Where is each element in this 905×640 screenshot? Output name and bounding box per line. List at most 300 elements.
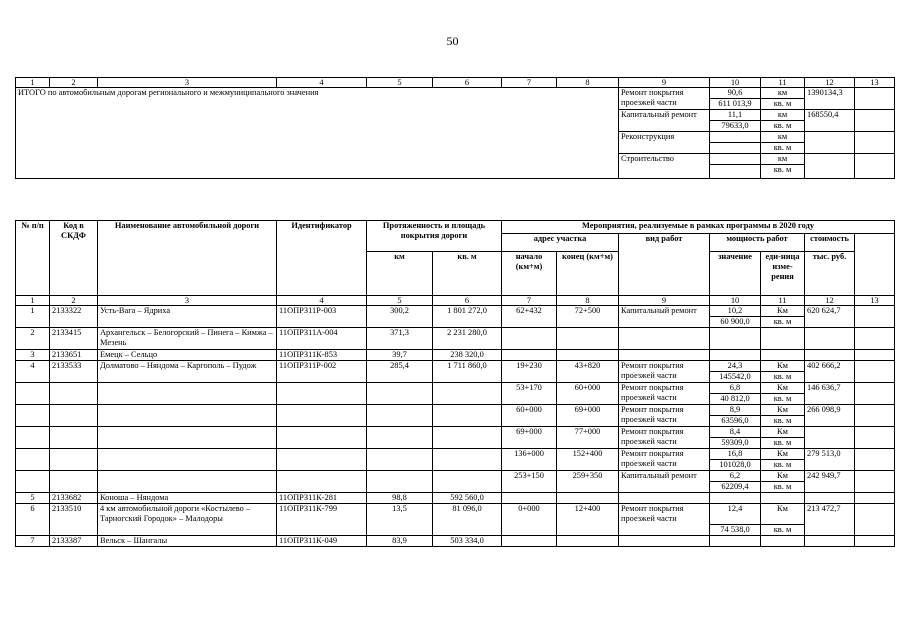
- empty-cell: [367, 383, 433, 394]
- value-km: [710, 132, 761, 143]
- empty-cell: [16, 460, 50, 471]
- empty-cell: [50, 372, 98, 383]
- column-number: 8: [557, 296, 619, 306]
- empty-cell: [433, 460, 502, 471]
- road-sqm: 2 231 280,0: [433, 328, 502, 350]
- unit: кв. м: [761, 121, 805, 132]
- empty-cell: [367, 438, 433, 449]
- empty-cell: [502, 493, 557, 504]
- empty-cell: [367, 471, 433, 482]
- notes: [855, 427, 895, 449]
- value-area: [710, 143, 761, 154]
- road-code: 2133415: [50, 328, 98, 350]
- work-area: 59309,0: [710, 438, 761, 449]
- section-end: 259+350: [557, 471, 619, 493]
- header-num: № п/п: [16, 221, 50, 296]
- empty-cell: [277, 394, 367, 405]
- empty-cell: [50, 438, 98, 449]
- empty-cell: [277, 416, 367, 427]
- header-cost-unit: тыс. руб.: [805, 252, 855, 296]
- empty-cell: [710, 350, 761, 361]
- empty-cell: [98, 317, 277, 328]
- work-type: Ремонт покрытия проезжей части: [619, 504, 710, 536]
- road-km: 98,8: [367, 493, 433, 504]
- road-sqm: 1 801 272,0: [433, 306, 502, 317]
- empty-cell: [50, 383, 98, 394]
- unit: км: [761, 154, 805, 165]
- column-number: 11: [761, 78, 805, 88]
- work-type: Реконструкция: [619, 132, 710, 154]
- table-row: [16, 416, 895, 427]
- work-cost: 266 098,9: [805, 405, 855, 427]
- section-start: 62+432: [502, 306, 557, 328]
- empty-cell: [50, 427, 98, 438]
- column-number: 6: [433, 78, 502, 88]
- road-code: 2133651: [50, 350, 98, 361]
- empty-cell: [502, 350, 557, 361]
- empty-cell: [98, 524, 277, 535]
- road-name: Архангельск – Белогорский – Пинега – Кимжа – Мезень: [98, 328, 277, 350]
- value-km: 11,1: [710, 110, 761, 121]
- empty-cell: [98, 460, 277, 471]
- unit: Км: [761, 427, 805, 438]
- work-km: 6,8: [710, 383, 761, 394]
- empty-cell: [805, 350, 855, 361]
- summary-row: [16, 88, 895, 99]
- column-number: 2: [50, 296, 98, 306]
- table-row: [16, 460, 895, 471]
- empty-cell: [433, 449, 502, 460]
- work-km: 12,4: [710, 504, 761, 525]
- work-type: Ремонт покрытия проезжей части: [619, 383, 710, 405]
- section-start: 136+000: [502, 449, 557, 471]
- unit: Км: [761, 361, 805, 372]
- empty-cell: [98, 416, 277, 427]
- unit: кв. м: [761, 416, 805, 427]
- road-sqm: 81 096,0: [433, 504, 502, 525]
- road-id: 11ОПРЗ11Р-002: [277, 361, 367, 372]
- unit: км: [761, 88, 805, 99]
- work-km: 8,9: [710, 405, 761, 416]
- road-name: Усть-Вага – Ядриха: [98, 306, 277, 317]
- header-sqm: кв. м: [433, 252, 502, 296]
- section-end: 43+820: [557, 361, 619, 383]
- header-value: значение: [710, 252, 761, 296]
- work-type: Строительство: [619, 154, 710, 179]
- road-name: 4 км автомобильной дороги «Костылево – Тарногский Городок» – Малодоры: [98, 504, 277, 525]
- work-area: 74 538,0: [710, 524, 761, 535]
- empty-cell: [805, 328, 855, 350]
- work-cost: [805, 427, 855, 449]
- empty-cell: [16, 427, 50, 438]
- column-number: 5: [367, 296, 433, 306]
- empty-cell: [277, 449, 367, 460]
- section-start: 19+230: [502, 361, 557, 383]
- empty-cell: [277, 460, 367, 471]
- table-row: [16, 504, 895, 525]
- work-area: 101028,0: [710, 460, 761, 471]
- empty-cell: [16, 449, 50, 460]
- empty-cell: [619, 535, 710, 546]
- header-length: Протяженность и площадь покрытия дороги: [367, 221, 502, 252]
- empty-cell: [50, 471, 98, 482]
- work-cost: 279 513,0: [805, 449, 855, 471]
- unit: км: [761, 110, 805, 121]
- summary-table: [15, 77, 895, 179]
- unit: Км: [761, 306, 805, 317]
- road-km: 83,9: [367, 535, 433, 546]
- empty-cell: [16, 317, 50, 328]
- column-number: 10: [710, 296, 761, 306]
- empty-cell: [367, 449, 433, 460]
- empty-cell: [50, 482, 98, 493]
- column-number: 7: [502, 78, 557, 88]
- road-km: 300,2: [367, 306, 433, 317]
- column-number: 9: [619, 78, 710, 88]
- column-number: 1: [16, 78, 50, 88]
- empty-cell: [50, 416, 98, 427]
- column-number: 13: [855, 78, 895, 88]
- empty-cell: [367, 317, 433, 328]
- value-area: [710, 165, 761, 179]
- empty-cell: [502, 535, 557, 546]
- unit: Км: [761, 471, 805, 482]
- empty-cell: [433, 524, 502, 535]
- empty-cell: [16, 471, 50, 482]
- empty-cell: [277, 471, 367, 482]
- empty-cell: [98, 383, 277, 394]
- notes: [855, 504, 895, 536]
- empty-cell: [557, 350, 619, 361]
- unit: кв. м: [761, 372, 805, 383]
- work-area: 63596,0: [710, 416, 761, 427]
- section-start: 53+170: [502, 383, 557, 405]
- value-area: 79633,0: [710, 121, 761, 132]
- column-number: 5: [367, 78, 433, 88]
- notes: [855, 88, 895, 110]
- road-name: Вельск – Шангалы: [98, 535, 277, 546]
- empty-cell: [367, 394, 433, 405]
- empty-cell: [557, 535, 619, 546]
- header-address: адрес участка: [502, 234, 619, 252]
- empty-cell: [367, 482, 433, 493]
- empty-cell: [50, 460, 98, 471]
- notes: [855, 361, 895, 383]
- road-km: 13,5: [367, 504, 433, 525]
- empty-cell: [761, 328, 805, 350]
- empty-cell: [710, 535, 761, 546]
- value-km: [710, 154, 761, 165]
- unit: кв. м: [761, 460, 805, 471]
- road-sqm: 503 334,0: [433, 535, 502, 546]
- empty-cell: [16, 524, 50, 535]
- road-id: 11ОПРЗ11К-049: [277, 535, 367, 546]
- road-km: 285,4: [367, 361, 433, 372]
- empty-cell: [98, 438, 277, 449]
- work-type: Капитальный ремонт: [619, 471, 710, 493]
- table-row: [16, 361, 895, 372]
- unit: кв. м: [761, 143, 805, 154]
- empty-cell: [433, 438, 502, 449]
- empty-cell: [433, 427, 502, 438]
- road-id: 11ОПРЗ11К-853: [277, 350, 367, 361]
- empty-cell: [16, 405, 50, 416]
- work-type: Ремонт покрытия проезжей части: [619, 361, 710, 383]
- empty-cell: [805, 535, 855, 546]
- empty-cell: [367, 460, 433, 471]
- empty-cell: [16, 438, 50, 449]
- empty-cell: [50, 524, 98, 535]
- empty-cell: [277, 317, 367, 328]
- road-name: Коноша – Няндома: [98, 493, 277, 504]
- road-name: Емецк – Сельцо: [98, 350, 277, 361]
- column-number: 13: [855, 296, 895, 306]
- road-sqm: 592 560,0: [433, 493, 502, 504]
- column-number: 10: [710, 78, 761, 88]
- unit: Км: [761, 449, 805, 460]
- unit: кв. м: [761, 165, 805, 179]
- section-end: 77+000: [557, 427, 619, 449]
- unit: кв. м: [761, 394, 805, 405]
- work-cost: 242 949,7: [805, 471, 855, 493]
- empty-cell: [16, 383, 50, 394]
- section-start: 253+150: [502, 471, 557, 493]
- empty-cell: [433, 317, 502, 328]
- empty-cell: [367, 372, 433, 383]
- header-work-type: вид работ: [619, 234, 710, 296]
- road-id: 11ОПРЗ11К-799: [277, 504, 367, 525]
- table-row: [16, 394, 895, 405]
- empty-cell: [710, 328, 761, 350]
- work-km: 8,4: [710, 427, 761, 438]
- empty-cell: [367, 524, 433, 535]
- work-type: Ремонт покрытия проезжей части: [619, 449, 710, 471]
- work-km: 16,8: [710, 449, 761, 460]
- empty-cell: [50, 405, 98, 416]
- column-number: 4: [277, 296, 367, 306]
- work-km: 10,2: [710, 306, 761, 317]
- empty-cell: [710, 493, 761, 504]
- road-km: 39,7: [367, 350, 433, 361]
- empty-cell: [98, 471, 277, 482]
- cost: 1390134,3: [805, 88, 855, 110]
- table-row: [16, 383, 895, 394]
- empty-cell: [433, 372, 502, 383]
- section-start: 60+000: [502, 405, 557, 427]
- empty-cell: [367, 427, 433, 438]
- empty-cell: [98, 394, 277, 405]
- work-type: Ремонт покрытия проезжей части: [619, 427, 710, 449]
- empty-cell: [277, 405, 367, 416]
- cost: [805, 154, 855, 179]
- road-code: 2133533: [50, 361, 98, 372]
- table-row: [16, 471, 895, 482]
- notes: [855, 449, 895, 471]
- unit: кв. м: [761, 438, 805, 449]
- row-num: 1: [16, 306, 50, 317]
- empty-cell: [761, 350, 805, 361]
- table-row: [16, 328, 895, 350]
- value-area: 611 013,9: [710, 99, 761, 110]
- work-cost: 402 666,2: [805, 361, 855, 383]
- row-num: 6: [16, 504, 50, 525]
- notes: [855, 132, 895, 154]
- table-row: [16, 482, 895, 493]
- road-km: 371,3: [367, 328, 433, 350]
- empty-cell: [98, 482, 277, 493]
- row-num: 5: [16, 493, 50, 504]
- section-end: 152+400: [557, 449, 619, 471]
- row-num: 2: [16, 328, 50, 350]
- unit: Км: [761, 383, 805, 394]
- empty-cell: [805, 493, 855, 504]
- empty-cell: [16, 394, 50, 405]
- unit: км: [761, 132, 805, 143]
- header-capacity: мощность работ: [710, 234, 805, 252]
- section-end: 69+000: [557, 405, 619, 427]
- empty-cell: [98, 372, 277, 383]
- work-type: Ремонт покрытия проезжей части: [619, 88, 710, 110]
- empty-cell: [98, 449, 277, 460]
- empty-cell: [433, 383, 502, 394]
- unit: кв. м: [761, 524, 805, 535]
- column-number: 1: [16, 296, 50, 306]
- header-row: [16, 221, 895, 234]
- program-table: [15, 220, 895, 547]
- unit: кв. м: [761, 317, 805, 328]
- empty-cell: [433, 394, 502, 405]
- cost: [805, 132, 855, 154]
- header-id: Идентификатор: [277, 221, 367, 296]
- section-end: 12+400: [557, 504, 619, 536]
- empty-cell: [16, 416, 50, 427]
- work-type: Капитальный ремонт: [619, 306, 710, 328]
- empty-cell: [619, 328, 710, 350]
- road-code: 2133682: [50, 493, 98, 504]
- empty-cell: [16, 482, 50, 493]
- empty-cell: [98, 427, 277, 438]
- row-num: 4: [16, 361, 50, 372]
- empty-cell: [761, 535, 805, 546]
- table-row: [16, 535, 895, 546]
- header-cost: стоимость: [805, 234, 855, 252]
- table-row: [16, 493, 895, 504]
- work-km: 6,2: [710, 471, 761, 482]
- table-row: [16, 438, 895, 449]
- table-row: [16, 405, 895, 416]
- section-start: 69+000: [502, 427, 557, 449]
- empty-cell: [855, 535, 895, 546]
- header-end: конец (км+м): [557, 252, 619, 296]
- table-row: [16, 306, 895, 317]
- notes: [855, 306, 895, 328]
- page-number: 50: [446, 34, 459, 48]
- empty-cell: [98, 405, 277, 416]
- empty-cell: [433, 405, 502, 416]
- work-km: 24,3: [710, 361, 761, 372]
- work-area: 40 812,0: [710, 394, 761, 405]
- column-number: 12: [805, 296, 855, 306]
- table-row: [16, 317, 895, 328]
- work-area: 62209,4: [710, 482, 761, 493]
- header-start: начало (км+м): [502, 252, 557, 296]
- empty-cell: [16, 372, 50, 383]
- row-num: 3: [16, 350, 50, 361]
- column-number: 8: [557, 78, 619, 88]
- table-row: [16, 449, 895, 460]
- empty-cell: [367, 416, 433, 427]
- work-cost: 146 636,7: [805, 383, 855, 405]
- empty-cell: [502, 328, 557, 350]
- column-number: 6: [433, 296, 502, 306]
- column-number-row: [16, 78, 895, 88]
- empty-cell: [367, 405, 433, 416]
- road-id: 11ОПРЗ11Р-003: [277, 306, 367, 317]
- section-end: 60+000: [557, 383, 619, 405]
- road-sqm: 238 320,0: [433, 350, 502, 361]
- empty-cell: [277, 524, 367, 535]
- header-unit: еди-ница изме-рения: [761, 252, 805, 296]
- column-number: 4: [277, 78, 367, 88]
- column-number: 3: [98, 78, 277, 88]
- empty-cell: [619, 350, 710, 361]
- header-km: км: [367, 252, 433, 296]
- road-code: 2133387: [50, 535, 98, 546]
- empty-cell: [433, 482, 502, 493]
- empty-cell: [855, 493, 895, 504]
- column-number: 12: [805, 78, 855, 88]
- empty-cell: [557, 328, 619, 350]
- notes: [855, 110, 895, 132]
- road-id: 11ОПРЗ11К-281: [277, 493, 367, 504]
- header-code: Код в СКДФ: [50, 221, 98, 296]
- road-code: 2133322: [50, 306, 98, 317]
- empty-cell: [433, 416, 502, 427]
- work-cost: 620 624,7: [805, 306, 855, 328]
- empty-cell: [277, 372, 367, 383]
- road-code: 2133510: [50, 504, 98, 525]
- empty-cell: [277, 427, 367, 438]
- empty-cell: [761, 493, 805, 504]
- section-end: 72+500: [557, 306, 619, 328]
- value-km: 90,6: [710, 88, 761, 99]
- header-name: Наименование автомобильной дороги: [98, 221, 277, 296]
- column-number: 3: [98, 296, 277, 306]
- work-type: Капитальный ремонт: [619, 110, 710, 132]
- empty-cell: [50, 394, 98, 405]
- empty-cell: [855, 328, 895, 350]
- column-number: 9: [619, 296, 710, 306]
- road-sqm: 1 711 860,0: [433, 361, 502, 372]
- column-number-row: [16, 296, 895, 306]
- empty-cell: [433, 471, 502, 482]
- table-row: [16, 524, 895, 535]
- work-area: 60 900,0: [710, 317, 761, 328]
- table-row: [16, 427, 895, 438]
- empty-cell: [619, 493, 710, 504]
- empty-cell: [277, 482, 367, 493]
- unit: кв. м: [761, 99, 805, 110]
- empty-cell: [277, 383, 367, 394]
- unit: Км: [761, 405, 805, 416]
- row-num: 7: [16, 535, 50, 546]
- work-type: Ремонт покрытия проезжей части: [619, 405, 710, 427]
- notes: [855, 405, 895, 427]
- empty-cell: [50, 449, 98, 460]
- column-number: 2: [50, 78, 98, 88]
- empty-cell: [50, 317, 98, 328]
- empty-cell: [277, 438, 367, 449]
